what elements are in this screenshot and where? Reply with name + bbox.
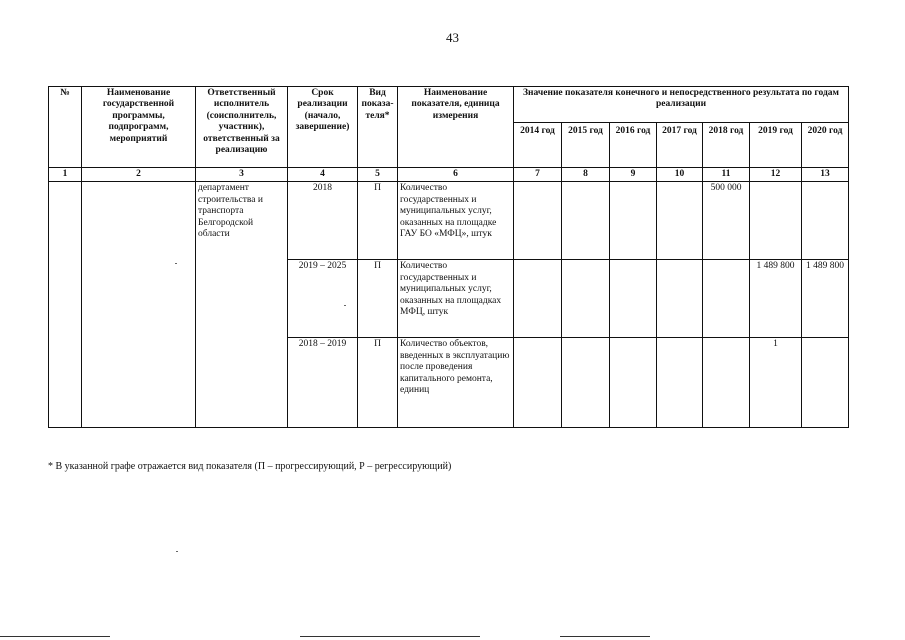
- column-number: 2: [82, 168, 196, 182]
- page-number: 43: [446, 30, 459, 45]
- header-year: 2016 год: [610, 123, 657, 168]
- cell-indicator-type: П: [358, 182, 398, 260]
- scan-edge-line: [0, 636, 110, 637]
- cell-value-2019: [750, 182, 802, 260]
- cell-term: 2019 – 2025: [288, 260, 358, 338]
- cell-indicator-name: Количество государственных и муниципальных услуг, оказанных на площадке ГАУ БО «МФЦ», штук: [398, 182, 514, 260]
- header-no: №: [49, 87, 82, 168]
- header-program-name: Наименование государственной программы, подпрограмм, мероприятий: [82, 87, 196, 168]
- header-row: [49, 87, 849, 123]
- cell-value-2020: [802, 338, 849, 428]
- column-number: 10: [657, 168, 703, 182]
- header-year: 2020 год: [802, 123, 849, 168]
- column-number: 5: [358, 168, 398, 182]
- cell-value-2017: [657, 182, 703, 260]
- scan-edge-line: [560, 636, 650, 637]
- scan-speck: [344, 305, 346, 306]
- column-number: 12: [750, 168, 802, 182]
- header-year: 2019 год: [750, 123, 802, 168]
- cell-value-2016: [610, 182, 657, 260]
- header-year: 2015 год: [562, 123, 610, 168]
- footnote: * В указанной графе отражается вид показателя (П – прогрессирующий, Р – регрессирующий): [48, 461, 452, 472]
- header-term: Срок реализации (начало, завершение): [288, 87, 358, 168]
- cell-value-2018: [703, 338, 750, 428]
- scan-speck: [175, 263, 177, 264]
- cell-indicator-name: Количество объектов, введенных в эксплуатацию после проведения капитального ремонта, единиц: [398, 338, 514, 428]
- column-number: 8: [562, 168, 610, 182]
- cell-no: [49, 182, 82, 428]
- column-number: 9: [610, 168, 657, 182]
- column-number: 13: [802, 168, 849, 182]
- header-executor: Ответственный исполнитель (соисполнитель, участник), ответственный за реализацию: [196, 87, 288, 168]
- column-number-row: [49, 168, 849, 182]
- cell-value-2015: [562, 338, 610, 428]
- cell-value-2015: [562, 182, 610, 260]
- cell-program-name: [82, 182, 196, 428]
- column-number: 11: [703, 168, 750, 182]
- column-number: 6: [398, 168, 514, 182]
- cell-value-2017: [657, 338, 703, 428]
- cell-value-2014: [514, 338, 562, 428]
- header-year: 2014 год: [514, 123, 562, 168]
- cell-indicator-name: Количество государственных и муниципальных услуг, оказанных на площадках МФЦ, штук: [398, 260, 514, 338]
- scan-speck: [176, 551, 178, 552]
- header-year: 2018 год: [703, 123, 750, 168]
- cell-value-2017: [657, 260, 703, 338]
- cell-value-2020: [802, 182, 849, 260]
- cell-value-2016: [610, 260, 657, 338]
- header-values-by-year: Значение показателя конечного и непосредственного результата по годам реализации: [514, 87, 849, 123]
- cell-value-2019: 1: [750, 338, 802, 428]
- cell-value-2014: [514, 182, 562, 260]
- column-number: 4: [288, 168, 358, 182]
- cell-value-2018: [703, 260, 750, 338]
- header-indicator-name: Наименование показателя, единица измерения: [398, 87, 514, 168]
- header-year: 2017 год: [657, 123, 703, 168]
- indicators-table: [48, 86, 849, 428]
- column-number: 1: [49, 168, 82, 182]
- cell-indicator-type: П: [358, 338, 398, 428]
- cell-value-2016: [610, 338, 657, 428]
- indicators-table-wrapper: [48, 86, 848, 428]
- column-number: 3: [196, 168, 288, 182]
- cell-term: 2018 – 2019: [288, 338, 358, 428]
- cell-executor: департамент строительства и транспорта Белгородской области: [196, 182, 288, 428]
- header-indicator-type: Вид показа-теля*: [358, 87, 398, 168]
- scan-edge-line: [300, 636, 480, 637]
- cell-term: 2018: [288, 182, 358, 260]
- cell-value-2015: [562, 260, 610, 338]
- cell-indicator-type: П: [358, 260, 398, 338]
- cell-value-2018: 500 000: [703, 182, 750, 260]
- cell-value-2019: 1 489 800: [750, 260, 802, 338]
- cell-value-2020: 1 489 800: [802, 260, 849, 338]
- column-number: 7: [514, 168, 562, 182]
- table-row: [49, 182, 849, 260]
- cell-value-2014: [514, 260, 562, 338]
